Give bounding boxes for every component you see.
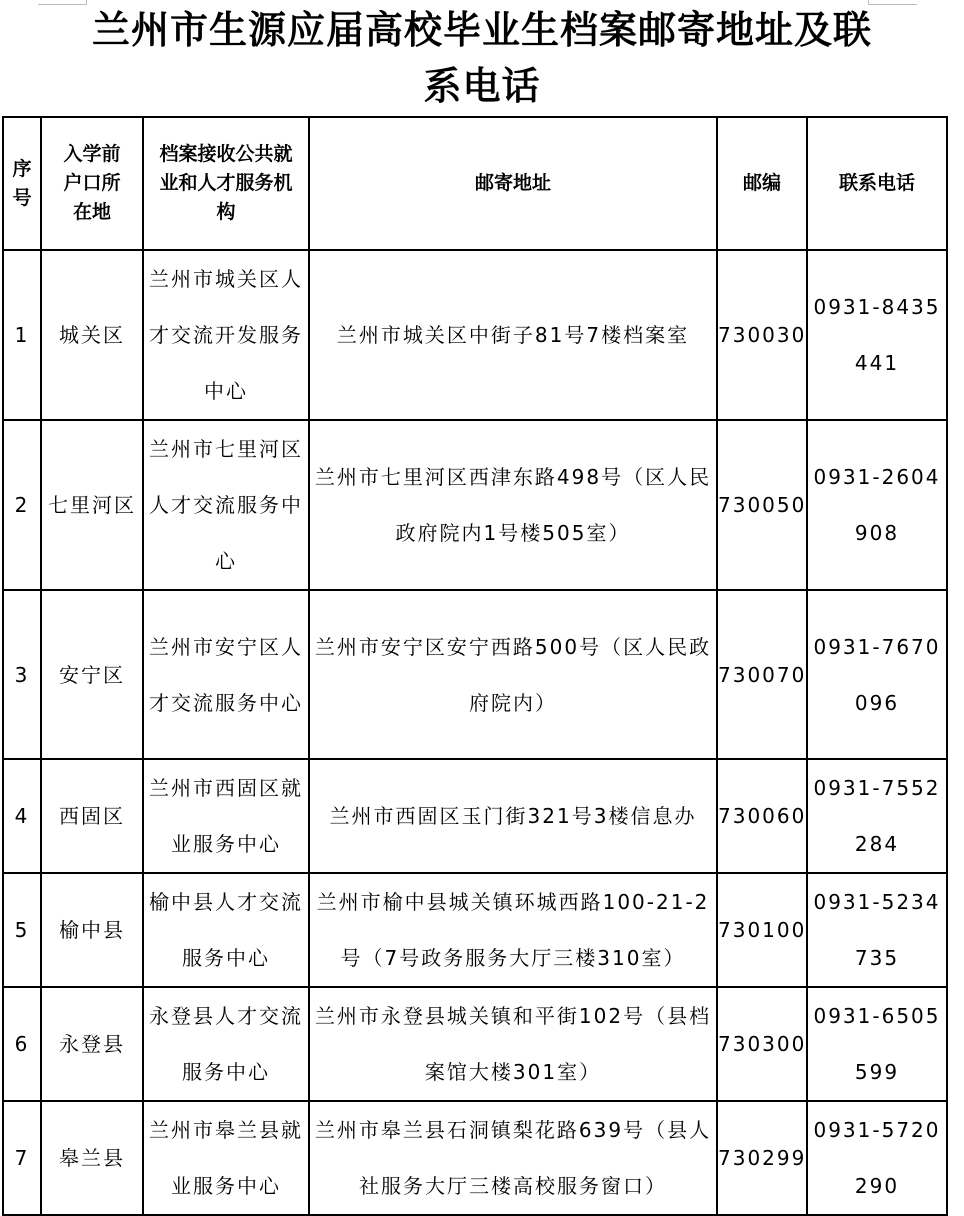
table-row — [3, 987, 947, 1101]
cell-postcode: 730060 — [717, 759, 807, 873]
page-title-line-2: 系电话 — [423, 64, 541, 108]
cell-residence: 永登县 — [41, 987, 143, 1101]
cell-residence: 皋兰县 — [41, 1101, 143, 1215]
cell-agency: 榆中县人才交流服务中心 — [143, 873, 309, 987]
table-header-row — [3, 117, 947, 250]
header-phone: 联系电话 — [807, 117, 947, 250]
cell-residence: 七里河区 — [41, 420, 143, 590]
cell-postcode: 730070 — [717, 590, 807, 759]
cell-address: 兰州市永登县城关镇和平街102号（县档案馆大楼301室） — [309, 987, 717, 1101]
cell-seq: 7 — [3, 1101, 41, 1215]
cell-agency: 兰州市安宁区人才交流服务中心 — [143, 590, 309, 759]
cell-agency: 兰州市七里河区人才交流服务中心 — [143, 420, 309, 590]
header-address: 邮寄地址 — [309, 117, 717, 250]
header-agency: 档案接收公共就业和人才服务机构 — [143, 117, 309, 250]
header-residence: 入学前户口所在地 — [41, 117, 143, 250]
cell-seq: 3 — [3, 590, 41, 759]
cell-phone: 0931-7670096 — [807, 590, 947, 759]
cell-residence: 安宁区 — [41, 590, 143, 759]
cell-agency: 兰州市西固区就业服务中心 — [143, 759, 309, 873]
cell-phone: 0931-8435441 — [807, 250, 947, 420]
cell-phone: 0931-5234735 — [807, 873, 947, 987]
cell-address: 兰州市榆中县城关镇环城西路100-21-2号（7号政务服务大厅三楼310室） — [309, 873, 717, 987]
table-row — [3, 250, 947, 420]
cell-postcode: 730300 — [717, 987, 807, 1101]
header-postcode: 邮编 — [717, 117, 807, 250]
cell-seq: 4 — [3, 759, 41, 873]
cell-postcode: 730100 — [717, 873, 807, 987]
cell-residence: 西固区 — [41, 759, 143, 873]
cell-address: 兰州市城关区中街子81号7楼档案室 — [309, 250, 717, 420]
cell-residence: 城关区 — [41, 250, 143, 420]
cell-seq: 6 — [3, 987, 41, 1101]
cell-address: 兰州市皋兰县石洞镇梨花路639号（县人社服务大厅三楼高校服务窗口） — [309, 1101, 717, 1215]
archive-address-table — [2, 116, 948, 1216]
cell-phone: 0931-6505599 — [807, 987, 947, 1101]
table-row — [3, 1101, 947, 1215]
cell-address: 兰州市七里河区西津东路498号（区人民政府院内1号楼505室） — [309, 420, 717, 590]
cell-postcode: 730299 — [717, 1101, 807, 1215]
header-seq: 序号 — [3, 117, 41, 250]
table-row — [3, 759, 947, 873]
cell-agency: 兰州市皋兰县就业服务中心 — [143, 1101, 309, 1215]
cell-address: 兰州市西固区玉门街321号3楼信息办 — [309, 759, 717, 873]
cell-seq: 5 — [3, 873, 41, 987]
cell-phone: 0931-5720290 — [807, 1101, 947, 1215]
cell-address: 兰州市安宁区安宁西路500号（区人民政府院内） — [309, 590, 717, 759]
cell-phone: 0931-2604908 — [807, 420, 947, 590]
cell-seq: 2 — [3, 420, 41, 590]
table-row — [3, 873, 947, 987]
cell-postcode: 730050 — [717, 420, 807, 590]
cell-agency: 兰州市城关区人才交流开发服务中心 — [143, 250, 309, 420]
page-title — [0, 2, 964, 114]
cell-phone: 0931-7552284 — [807, 759, 947, 873]
cell-seq: 1 — [3, 250, 41, 420]
table-row — [3, 590, 947, 759]
cell-agency: 永登县人才交流服务中心 — [143, 987, 309, 1101]
page-title-line-1: 兰州市生源应届高校毕业生档案邮寄地址及联 — [91, 8, 872, 52]
cell-residence: 榆中县 — [41, 873, 143, 987]
table-row — [3, 420, 947, 590]
cell-postcode: 730030 — [717, 250, 807, 420]
